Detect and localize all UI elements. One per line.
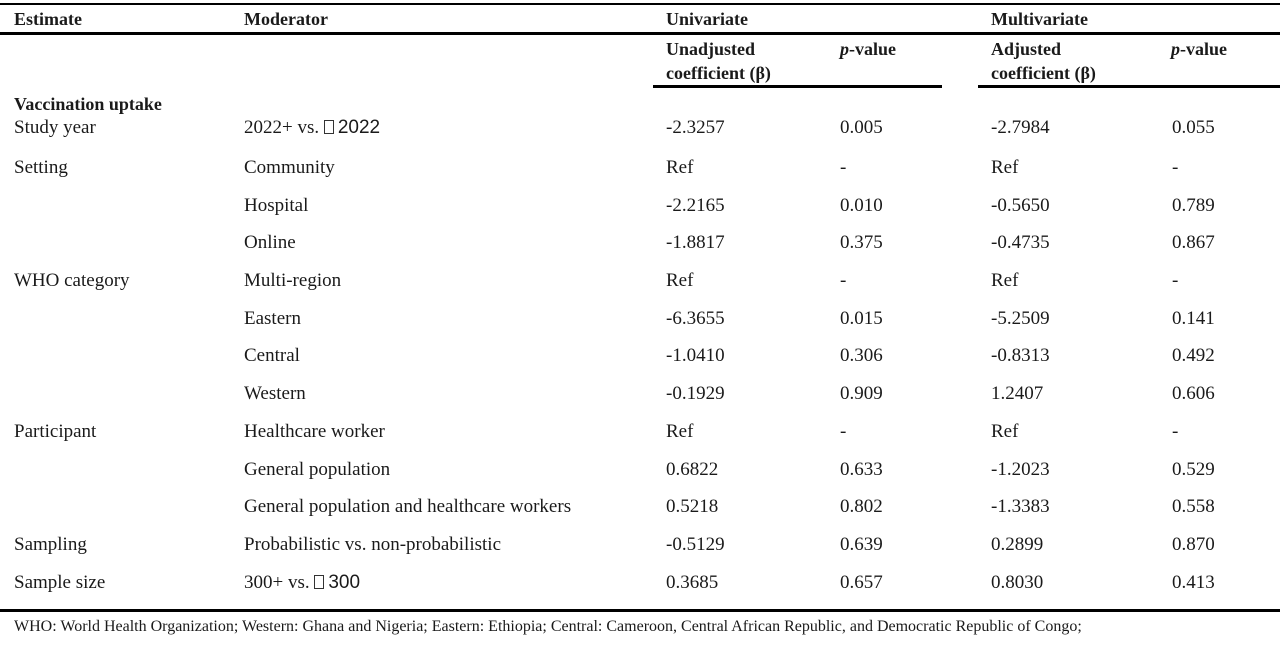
- unadjusted-coefficient-cell: -1.8817: [666, 232, 725, 253]
- estimate-cell: Participant: [14, 421, 97, 442]
- moderator-cell: [244, 117, 380, 139]
- multivariate-p-value-cell: -: [1172, 270, 1179, 291]
- unadjusted-coefficient-cell: Ref: [666, 421, 694, 442]
- top-rule: [0, 3, 1280, 5]
- univariate-p-value-cell: 0.633: [840, 459, 883, 480]
- multivariate-p-value-cell: 0.492: [1172, 345, 1215, 366]
- adjusted-coefficient-cell: Ref: [991, 270, 1019, 291]
- multivariate-rule: [978, 85, 1280, 88]
- adjusted-coefficient-cell: -5.2509: [991, 308, 1050, 329]
- univariate-p-value-cell: -: [840, 421, 847, 442]
- multivariate-p-value-cell: -: [1172, 421, 1179, 442]
- adjusted-coefficient-cell: 0.2899: [991, 534, 1044, 555]
- unadjusted-coefficient-cell: Ref: [666, 157, 694, 178]
- multivariate-p-value-cell: 0.529: [1172, 459, 1215, 480]
- multivariate-p-value-cell: -: [1172, 157, 1179, 178]
- unadjusted-coefficient-cell: -1.0410: [666, 345, 725, 366]
- moderator-cell: Multi-region: [244, 270, 342, 291]
- unadjusted-coefficient-cell: 0.5218: [666, 496, 719, 517]
- moderator-cell: Central: [244, 345, 300, 366]
- adjusted-coefficient-cell: Ref: [991, 157, 1019, 178]
- univariate-p-value-cell: 0.802: [840, 496, 883, 517]
- multivariate-p-value-cell: 0.055: [1172, 117, 1215, 138]
- unadjusted-coefficient-cell: -6.3655: [666, 308, 725, 329]
- univariate-p-value-cell: 0.657: [840, 572, 883, 593]
- estimate-cell: Study year: [14, 117, 96, 138]
- header-adjusted-coefficient: Adjusted coefficient (β): [991, 39, 1096, 83]
- estimate-cell: WHO category: [14, 270, 130, 291]
- adjusted-coefficient-cell: -2.7984: [991, 117, 1050, 138]
- table-footnote: WHO: World Health Organization; Western: Ghana and Nigeria; Eastern: Ethiopia; Central: Cameroon, Central African Republic, and Democratic Republic of Congo;: [14, 618, 1082, 635]
- univariate-p-value-cell: 0.909: [840, 383, 883, 404]
- multivariate-p-value-cell: 0.870: [1172, 534, 1215, 555]
- header-multivariate-p-value: p-value: [1171, 39, 1227, 59]
- moderator-cell: General population and healthcare workers: [244, 496, 572, 517]
- unadjusted-coefficient-cell: -0.1929: [666, 383, 725, 404]
- header-rule: [0, 32, 1280, 35]
- multivariate-p-value-cell: 0.789: [1172, 195, 1215, 216]
- univariate-p-value-cell: 0.005: [840, 117, 883, 138]
- multivariate-p-value-cell: 0.141: [1172, 308, 1215, 329]
- header-multivariate: Multivariate: [991, 9, 1088, 29]
- univariate-p-value-cell: -: [840, 157, 847, 178]
- univariate-p-value-cell: 0.306: [840, 345, 883, 366]
- header-unadjusted-coefficient: Unadjusted coefficient (β): [666, 39, 771, 83]
- moderator-cell: Community: [244, 157, 335, 178]
- estimate-cell: Sampling: [14, 534, 87, 555]
- header-moderator: Moderator: [244, 9, 328, 29]
- moderator-threshold: 2022: [337, 117, 381, 138]
- estimate-cell: Sample size: [14, 572, 106, 593]
- multivariate-p-value-cell: 0.606: [1172, 383, 1215, 404]
- univariate-p-value-cell: -: [840, 270, 847, 291]
- moderator-cell: Online: [244, 232, 296, 253]
- adjusted-coefficient-cell: 1.2407: [991, 383, 1044, 404]
- adjusted-coefficient-cell: -1.2023: [991, 459, 1050, 480]
- univariate-p-value-cell: 0.015: [840, 308, 883, 329]
- adjusted-coefficient-cell: Ref: [991, 421, 1019, 442]
- section-title: Vaccination uptake: [14, 94, 162, 114]
- multivariate-p-value-cell: 0.867: [1172, 232, 1215, 253]
- header-estimate: Estimate: [14, 9, 82, 29]
- adjusted-coefficient-cell: -1.3383: [991, 496, 1050, 517]
- unadjusted-coefficient-cell: -2.2165: [666, 195, 725, 216]
- moderator-cell: Healthcare worker: [244, 421, 385, 442]
- multivariate-p-value-cell: 0.558: [1172, 496, 1215, 517]
- moderator-cell: Western: [244, 383, 306, 404]
- missing-glyph-icon: [324, 120, 334, 134]
- univariate-p-value-cell: 0.375: [840, 232, 883, 253]
- unadjusted-coefficient-cell: 0.3685: [666, 572, 719, 593]
- bottom-rule: [0, 609, 1280, 612]
- moderator-cell: Hospital: [244, 195, 309, 216]
- moderator-cell: General population: [244, 459, 391, 480]
- adjusted-coefficient-cell: -0.5650: [991, 195, 1050, 216]
- adjusted-coefficient-cell: 0.8030: [991, 572, 1044, 593]
- multivariate-p-value-cell: 0.413: [1172, 572, 1215, 593]
- estimate-cell: Setting: [14, 157, 68, 178]
- moderator-text: 300+ vs.: [244, 572, 315, 593]
- adjusted-coefficient-cell: -0.8313: [991, 345, 1050, 366]
- header-univariate: Univariate: [666, 9, 748, 29]
- moderator-cell: [244, 572, 360, 594]
- univariate-rule: [653, 85, 942, 88]
- unadjusted-coefficient-cell: Ref: [666, 270, 694, 291]
- moderator-cell: Probabilistic vs. non-probabilistic: [244, 534, 502, 555]
- univariate-p-value-cell: 0.010: [840, 195, 883, 216]
- moderator-cell: Eastern: [244, 308, 301, 329]
- header-univariate-p-value: p-value: [840, 39, 896, 59]
- unadjusted-coefficient-cell: 0.6822: [666, 459, 719, 480]
- unadjusted-coefficient-cell: -0.5129: [666, 534, 725, 555]
- adjusted-coefficient-cell: -0.4735: [991, 232, 1050, 253]
- unadjusted-coefficient-cell: -2.3257: [666, 117, 725, 138]
- missing-glyph-icon: [314, 575, 324, 589]
- univariate-p-value-cell: 0.639: [840, 534, 883, 555]
- moderator-threshold: 300: [328, 572, 361, 593]
- moderator-text: 2022+ vs.: [244, 117, 324, 138]
